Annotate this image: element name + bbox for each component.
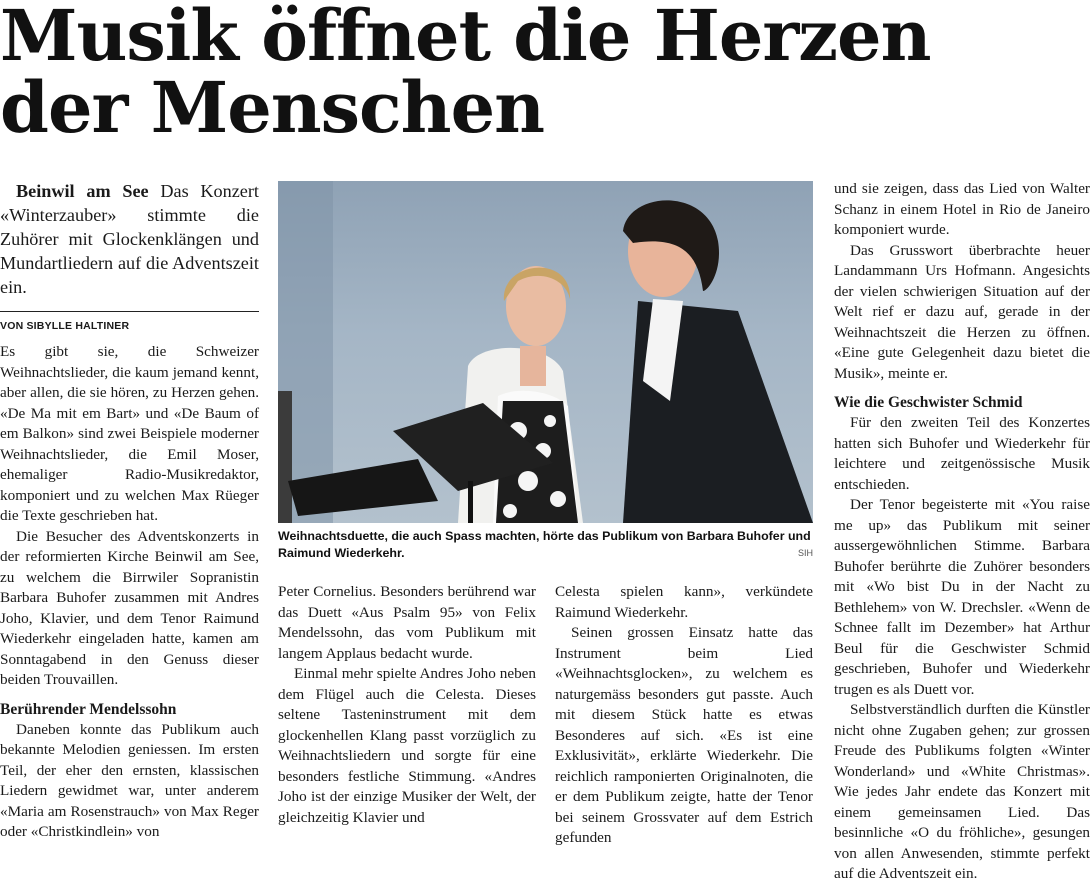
photo-caption-text: Weihnachtsduette, die auch Spass machten, hörte das Publikum von Barbara Buhofer und Raimund Wiederkehr. xyxy=(278,529,811,560)
headline-line-1: Musik öffnet die Herzen xyxy=(0,0,931,77)
col1-paragraph-3: Daneben konnte das Publikum auch bekannte Melodien geniessen. Im ersten Teil, der eher den ernsten, klassischen Liedern gewidmet war, unter anderem «Maria am Rosenstrauch» von Max Reger oder «Christkindlein» von xyxy=(0,720,259,840)
col1-paragraph-2: Die Besucher des Adventskonzerts in der reformierten Kirche Beinwil am See, zu welchem die Birrwiler Sopranistin Barbara Buhofer zusammen mit Andres Joho, Klavier, und dem Tenor Raimund Wiederkehr eingeladen hatte, kamen am Sonntagabend in den Genuss dieser beiden Trouvaillen. xyxy=(0,527,259,688)
subheading-mendelssohn: Berührender Mendelssohn xyxy=(0,700,177,718)
column-1 xyxy=(0,179,259,843)
photo-credit: SIH xyxy=(797,548,813,558)
lead-text: Das Konzert «Winterzauber» stimmte die Zuhörer mit Glockenklängen und Mundartliedern auf die Adventszeit ein. xyxy=(0,181,259,297)
singers-illustration xyxy=(278,181,813,523)
column-2 xyxy=(278,582,536,828)
concert-photo xyxy=(278,181,813,523)
column-4 xyxy=(834,179,1090,885)
col4-paragraph-1: und sie zeigen, dass das Lied von Walter Schanz in einem Hotel in Rio de Janeiro komponiert wurde. xyxy=(834,180,1090,238)
col4-paragraph-3: Für den zweiten Teil des Konzertes hatten sich Buhofer und Wiederkehr für leichtere und zeitgenössische Musik entschieden. xyxy=(834,414,1090,493)
col4-paragraph-4: Der Tenor begeisterte mit «You raise me up» das Publikum mit seiner aussergewöhnlichen Stimme. Barbara Buhofer berührte die Zuhörer besonders mit «Wo bist Du in der Nacht zu Bethlehem» von W. Drechsler. «Wenn de Schnee fallt im Dezember» hat Arthur Beul für die Geschwister Schmid geschrieben, Buhofer und Wiederkehr trugen es als Duett vor. xyxy=(834,496,1090,698)
byline: VON SIBYLLE HALTINER xyxy=(0,311,259,332)
col4-paragraph-2: Das Grusswort überbrachte heuer Landammann Urs Hofmann. Angesichts der vielen schwierigen Situation auf der Welt rief er dazu auf, gerade in der Weihnachtszeit die Herzen zu öffnen. «Eine gute Gelegenheit dazu bietet die Musik», meinte er. xyxy=(834,241,1090,382)
col2-paragraph-1: Peter Cornelius. Besonders berührend war das Duett «Aus Psalm 95» von Felix Mendelssohn, das vom Publikum mit langem Applaus bedacht wurde. xyxy=(278,583,536,662)
lead-place: Beinwil am See xyxy=(16,181,149,201)
headline xyxy=(0,0,1092,149)
col3-paragraph-1: Celesta spielen kann», verkündete Raimund Wiederkehr. xyxy=(555,583,813,621)
col2-paragraph-2: Einmal mehr spielte Andres Joho neben dem Flügel auch die Celesta. Dieses seltene Tasteninstrument mit dem glockenhellen Klang passt vorzüglich zu Weihnachtsliedern und sorgte für eine besonders festliche Stimmung. «Andres Joho ist der einzige Musiker der Welt, der gleichzeitig Klavier und xyxy=(278,665,536,826)
photo-caption xyxy=(278,528,813,562)
lead-paragraph xyxy=(0,179,259,299)
col4-paragraph-5: Selbstverständlich durften die Künstler nicht ohne Zugaben gehen; zur grossen Freude des Publikums folgten «Winter Wonderland» und «White Christmas». Wie jedes Jahr endete das Konzert mit einem gemeinsamen Lied. Das besinnliche «O du fröhliche», gesungen von allen Anwesenden, stimmte perfekt auf die Adventszeit ein. xyxy=(834,701,1090,882)
headline-line-2: der Menschen xyxy=(0,66,545,149)
subheading-geschwister-schmid: Wie die Geschwister Schmid xyxy=(834,394,1023,411)
column-3 xyxy=(555,582,813,849)
col3-paragraph-2: Seinen grossen Einsatz hatte das Instrument beim Lied «Weihnachtsglocken», zu welchem es naturgemäss besonders gut passte. Auch mit diesem Stück hatte es etwas Besonderes auf sich. «Es ist eine Exklusivität», erklärte Wiederkehr. Die reichlich ramponierten Originalnoten, die er dem Publikum zeigte, hatte der Tenor bei seinem Grossvater auf dem Estrich gefunden xyxy=(555,624,813,846)
col1-paragraph-1: Es gibt sie, die Schweizer Weihnachtslieder, die kaum jemand kennt, aber allen, die sie hören, zu Herzen gehen. «De Ma mit em Bart» und «De Baum of em Balkon» sind zwei Beispiele moderner Weihnachtslieder, die Emil Moser, ehemaliger Radio-Musikredaktor, komponiert und zu welchen Max Rüeger die Texte geschrieben hat. xyxy=(0,343,259,524)
